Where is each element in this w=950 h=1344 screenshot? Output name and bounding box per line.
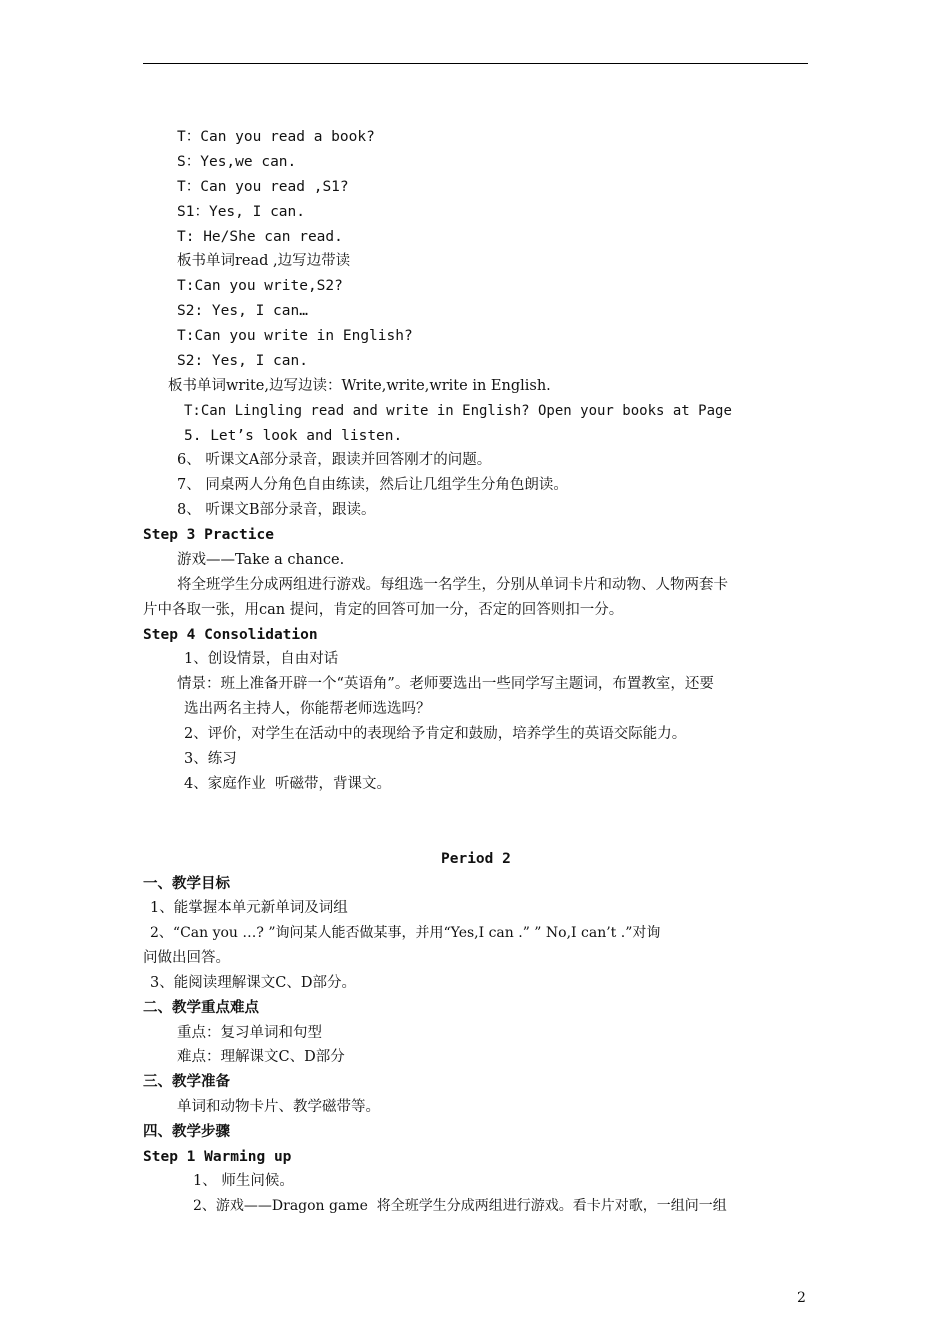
- text-line: 板书单词write,边写边读：Write,write,write in English.: [168, 378, 551, 394]
- text-line: 情景：班上准备开辟一个“英语角”。老师要选出一些同学写主题词，布置教室，还要: [177, 676, 714, 692]
- period-title: Period 2: [441, 851, 511, 867]
- text-line: S2: Yes, I can.: [177, 353, 308, 369]
- text-line: 7、 同桌两人分角色自由练读，然后让几组学生分角色朗读。: [177, 477, 568, 493]
- text-line: T:Can you write in English?: [177, 328, 413, 344]
- section-heading: 四、教学步骤: [143, 1123, 230, 1140]
- section-heading: 三、教学准备: [143, 1073, 230, 1090]
- text-line: 2、游戏——Dragon game 将全班学生分成两组进行游戏。看卡片对歌，一组问一组: [193, 1198, 727, 1214]
- section-heading: 二、教学重点难点: [143, 999, 259, 1016]
- text-line: 板书单词read ,边写边带读: [177, 253, 351, 269]
- text-line: 重点：复习单词和句型: [177, 1025, 322, 1041]
- section-heading: Step 4 Consolidation: [143, 627, 318, 643]
- text-line: T:Can Lingling read and write in English? Open your books at Page: [184, 403, 732, 419]
- text-line: 1、创设情景，自由对话: [184, 651, 339, 667]
- text-line: 8、 听课文B部分录音，跟读。: [177, 502, 376, 518]
- text-line: S：Yes,we can.: [177, 154, 297, 170]
- text-line: 1、能掌握本单元新单词及词组: [150, 900, 348, 916]
- text-line: 5. Let’s look and listen.: [184, 428, 403, 444]
- section-heading: Step 3 Practice: [143, 527, 274, 543]
- section-heading: 一、教学目标: [143, 875, 230, 892]
- text-line: 6、 听课文A部分录音，跟读并回答刚才的问题。: [177, 452, 492, 468]
- text-line: 问做出回答。: [143, 950, 230, 966]
- text-line: 难点：理解课文C、D部分: [177, 1049, 345, 1065]
- text-line: 将全班学生分成两组进行游戏。每组选一名学生，分别从单词卡片和动物、人物两套卡: [177, 577, 728, 593]
- text-line: 4、家庭作业 听磁带，背课文。: [184, 776, 391, 792]
- text-line: S1：Yes, I can.: [177, 204, 305, 220]
- text-line: 游戏——Take a chance.: [177, 552, 345, 568]
- text-line: 3、能阅读理解课文C、D部分。: [150, 975, 356, 991]
- text-line: T：Can you read ,S1?: [177, 179, 349, 195]
- text-line: 2、评价，对学生在活动中的表现给予肯定和鼓励，培养学生的英语交际能力。: [184, 726, 687, 742]
- text-line: 3、练习: [184, 751, 237, 767]
- text-line: T:Can you write,S2?: [177, 278, 343, 294]
- header-rule: [143, 63, 808, 64]
- text-line: 片中各取一张，用can 提问，肯定的回答可加一分，否定的回答则扣一分。: [143, 602, 624, 618]
- text-line: 选出两名主持人，你能帮老师选选吗？: [184, 701, 431, 717]
- section-heading: Step 1 Warming up: [143, 1149, 292, 1165]
- text-line: 2、“Can you …? ”询问某人能否做某事，并用“Yes,I can .” ” No,I can’t .”对询: [150, 925, 661, 941]
- text-line: T：Can you read a book?: [177, 129, 375, 145]
- text-line: 1、 师生问候。: [193, 1173, 294, 1189]
- text-line: S2: Yes, I can…: [177, 303, 308, 319]
- text-line: 单词和动物卡片、教学磁带等。: [177, 1099, 380, 1115]
- text-line: T: He/She can read.: [177, 229, 343, 245]
- page-number: 2: [797, 1290, 806, 1306]
